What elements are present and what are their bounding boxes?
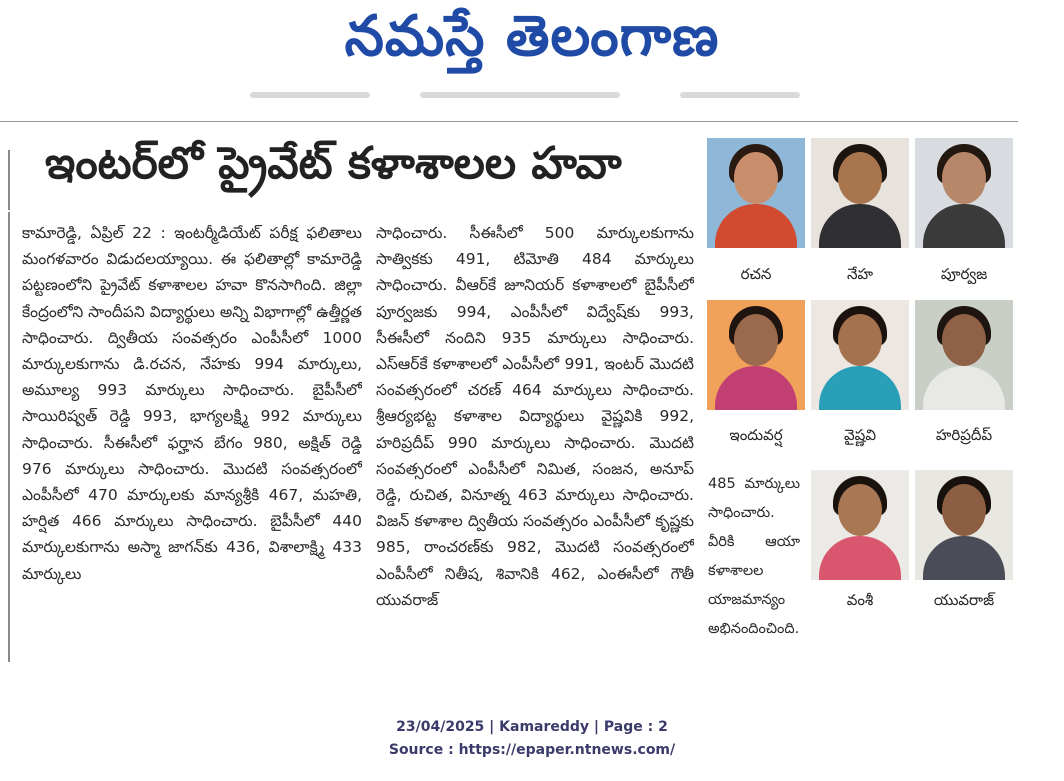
student-photo-1 xyxy=(707,138,805,248)
photo-clothing xyxy=(923,366,1005,410)
photo-clothing xyxy=(923,204,1005,248)
masthead-divider xyxy=(0,121,1018,122)
photo-face xyxy=(734,314,778,366)
student-photo-3 xyxy=(915,138,1013,248)
photo-caption: నేహ xyxy=(846,265,874,283)
clip-border xyxy=(8,212,10,662)
photo-caption: వంశీ xyxy=(846,591,874,609)
photo-caption: రచన xyxy=(740,265,772,283)
photo-clothing xyxy=(923,536,1005,580)
clip-border xyxy=(8,150,10,210)
masthead-faint-strip xyxy=(250,92,370,98)
student-photo-2 xyxy=(811,138,909,248)
masthead xyxy=(0,0,1064,120)
photo-face xyxy=(942,314,986,366)
photo-face xyxy=(838,152,882,204)
photo-clothing xyxy=(819,536,901,580)
student-photo-6 xyxy=(915,300,1013,410)
article-column-middle: సాధించారు. సీఈసీలో 500 మార్కులకుగాను సాత్వికకు 491, టిమోతి 484 మార్కులు సాధించారు. వీఆర్‌కే జూనియర్ కళాశాలలో బైపీసీలో పూర్వజకు 994, ఎంపీసీలో విద్వేష్‌కు 993, సీఈసీలో నందిని 935 మార్కులు సాధించారు. ఎస్‌ఆర్‌కే కళాశాలలో ఎంపీసీలో 991, ఇంటర్ మొదటి సంవత్సరంలో చరణ్ 464 మార్కులు సాధించారు. శ్రీఆర్యభట్ట కళాశాల విద్యార్థులు వైష్ణవికి 992, హరిప్రదీప్ 990 మార్కులు సాధించారు. మొదటి సంవత్సరంలో ఎంపీసీలో నిమిత, సంజన, అనూప్ రెడ్డి, రుచిత, వినూత్న 463 మార్కులు సాధించారు. విజన్ కళాశాల ద్వితీయ సంవత్సరం ఎంపీసీలో కృష్ణకు 985, రాంచరణ్‌కు 982, మొదటి సంవత్సరంలో ఎంపీసీలో నితీష, శివానికి 462, ఎంఈసీలో గౌతీ యువరాజ్ xyxy=(376,224,694,609)
photo-clothing xyxy=(715,204,797,248)
photo-clothing xyxy=(819,366,901,410)
student-photo-7 xyxy=(811,470,909,580)
footer-date-edition: 23/04/2025 | Kamareddy | Page : 2 xyxy=(396,719,668,735)
masthead-faint-strip xyxy=(680,92,800,98)
photo-caption: హరిప్రదీప్ xyxy=(935,426,993,444)
photo-face xyxy=(838,484,882,536)
student-photo-4 xyxy=(707,300,805,410)
headline: ఇంటర్‌లో ప్రైవేట్ కళాశాలల హవా xyxy=(45,138,622,189)
photo-face xyxy=(942,152,986,204)
footer-source: Source : https://epaper.ntnews.com/ xyxy=(388,742,676,758)
photo-clothing xyxy=(715,366,797,410)
photo-caption: వైష్ణవి xyxy=(843,426,877,444)
photo-caption: ఇందువర్ష xyxy=(729,426,783,444)
student-photo-5 xyxy=(811,300,909,410)
photo-caption: పూర్వజ xyxy=(940,265,988,283)
photo-clothing xyxy=(819,204,901,248)
photo-face xyxy=(942,484,986,536)
photo-face xyxy=(734,152,778,204)
photo-caption: యువరాజ్ xyxy=(933,591,995,609)
photo-face xyxy=(838,314,882,366)
masthead-logo: నమస్తే తెలంగాణ xyxy=(344,4,720,69)
student-photo-8 xyxy=(915,470,1013,580)
article-column-right: 485 మార్కులు సాధించారు. వీరికి ఆయా కళాశాలల యాజమాన్యం అభినందించింది. xyxy=(708,476,800,637)
masthead-faint-strip xyxy=(420,92,620,98)
article-column-left: కామారెడ్డి, ఏప్రిల్ 22 : ఇంటర్మీడియేట్ పరీక్ష ఫలితాలు మంగళవారం విడుదలయ్యాయి. ఈ ఫలితాల్లో కామారెడ్డి పట్టణంలోని ప్రైవేట్ కళాశాలల హవా కొనసాగింది. జిల్లా కేంద్రంలోని సాందీపని విద్యార్థులు అన్ని విభాగాల్లో ఉత్తీర్ణత సాధించారు. ద్వితీయ సంవత్సరం ఎంపీసీలో 1000 మార్కులకుగాను డి.రచన, నేహకు 994 మార్కులు, అమూల్య 993 మార్కులు సాధించారు. బైపీసీలో సాయిరిష్వత్ రెడ్డి 993, భాగ్యలక్ష్మి 992 మార్కులు సాధించారు. సీఈసీలో ఫర్హాన బేగం 980, అక్షిత్ రెడ్డి 976 మార్కులు సాధించారు. మొదటి సంవత్సరంలో ఎంపీసీలో 470 మార్కులకు మాన్యశ్రీకి 467, మహతి, హర్షిత 466 మార్కులు సాధించారు. బైపీసీలో 440 మార్కులకుగాను అస్మా జాగన్‌కు 436, విశాలాక్ష్మి 433 మార్కులు xyxy=(22,224,362,583)
